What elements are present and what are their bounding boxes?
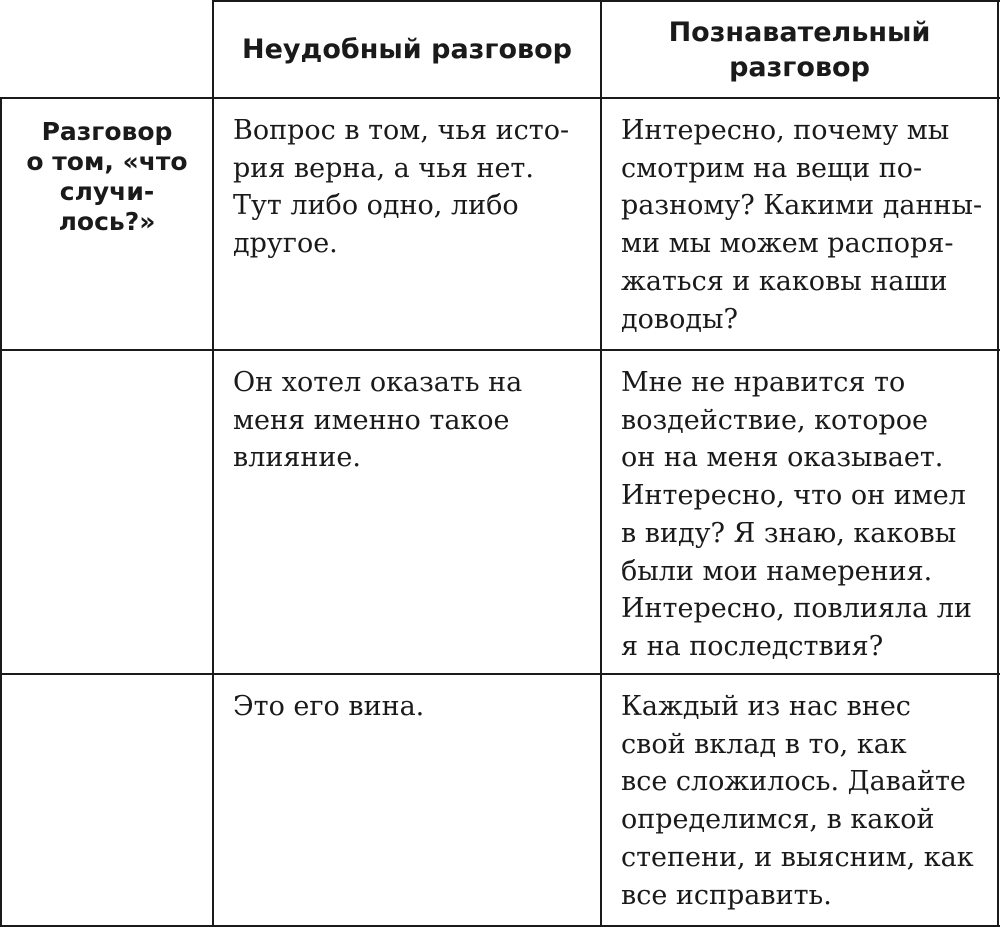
grid-line xyxy=(997,0,999,927)
text-line: ми мы можем распоря- xyxy=(621,228,954,260)
text-line: Интересно, повлияла ли xyxy=(621,593,972,625)
grid-line xyxy=(0,673,1000,675)
cell-learning-2 xyxy=(621,364,996,666)
text-line: Мне не нравится то xyxy=(621,367,906,398)
row-header-what-happened xyxy=(2,117,212,237)
text-line: другое. xyxy=(233,228,338,260)
column-header-uncomfortable xyxy=(214,2,600,97)
text-line: свой вклад в то, как xyxy=(621,728,907,760)
text-line: я на последствия? xyxy=(621,630,884,662)
text-line: он на меня оказывает. xyxy=(621,442,944,474)
text-line: Интересно, почему мы xyxy=(621,115,950,146)
grid-line xyxy=(600,0,602,927)
cell-learning-3 xyxy=(621,688,996,914)
cell-uncomfortable-3 xyxy=(233,688,598,726)
text-line: все сложилось. Давайте xyxy=(621,766,966,798)
text-line: воздействие, которое xyxy=(621,404,929,436)
column-header-learning xyxy=(602,2,997,97)
grid-line xyxy=(212,98,214,927)
text-line: Это его вина. xyxy=(233,691,425,722)
text-line: были мои намерения. xyxy=(621,555,933,587)
header-line: Познавательный xyxy=(668,16,931,48)
text-line: Тут либо одно, либо xyxy=(233,190,519,222)
grid-line xyxy=(0,97,1000,99)
text-line: в виду? Я знаю, каковы xyxy=(621,517,957,549)
header-line: Неудобный разговор xyxy=(242,34,572,65)
text-line: определимся, в какой xyxy=(621,804,935,836)
text-line: Интересно, что он имел xyxy=(621,480,966,512)
grid-line xyxy=(0,349,1000,351)
text-line: разному? Какими данны- xyxy=(621,190,983,222)
row-header-line: лось?» xyxy=(58,207,156,236)
row-header-line: случи- xyxy=(59,177,155,206)
cell-uncomfortable-2 xyxy=(233,364,598,477)
text-line: меня именно такое xyxy=(233,404,510,436)
cell-learning-1 xyxy=(621,112,996,338)
cell-uncomfortable-1 xyxy=(233,112,598,263)
text-line: степени, и выясним, как xyxy=(621,841,974,873)
text-line: Он хотел оказать на xyxy=(233,367,523,398)
text-line: рия верна, а чья нет. xyxy=(233,152,534,184)
text-line: все исправить. xyxy=(621,879,832,911)
text-line: Вопрос в том, чья исто- xyxy=(233,115,570,146)
text-line: доводы? xyxy=(621,303,738,335)
row-header-line: о том, «что xyxy=(26,147,188,176)
text-line: влияние. xyxy=(233,442,361,474)
header-line: разговор xyxy=(729,51,870,83)
row-header-line: Разговор xyxy=(41,117,173,146)
text-line: жаться и каковы наши xyxy=(621,265,948,297)
text-line: смотрим на вещи по- xyxy=(621,152,923,184)
text-line: Каждый из нас внес xyxy=(621,691,911,722)
